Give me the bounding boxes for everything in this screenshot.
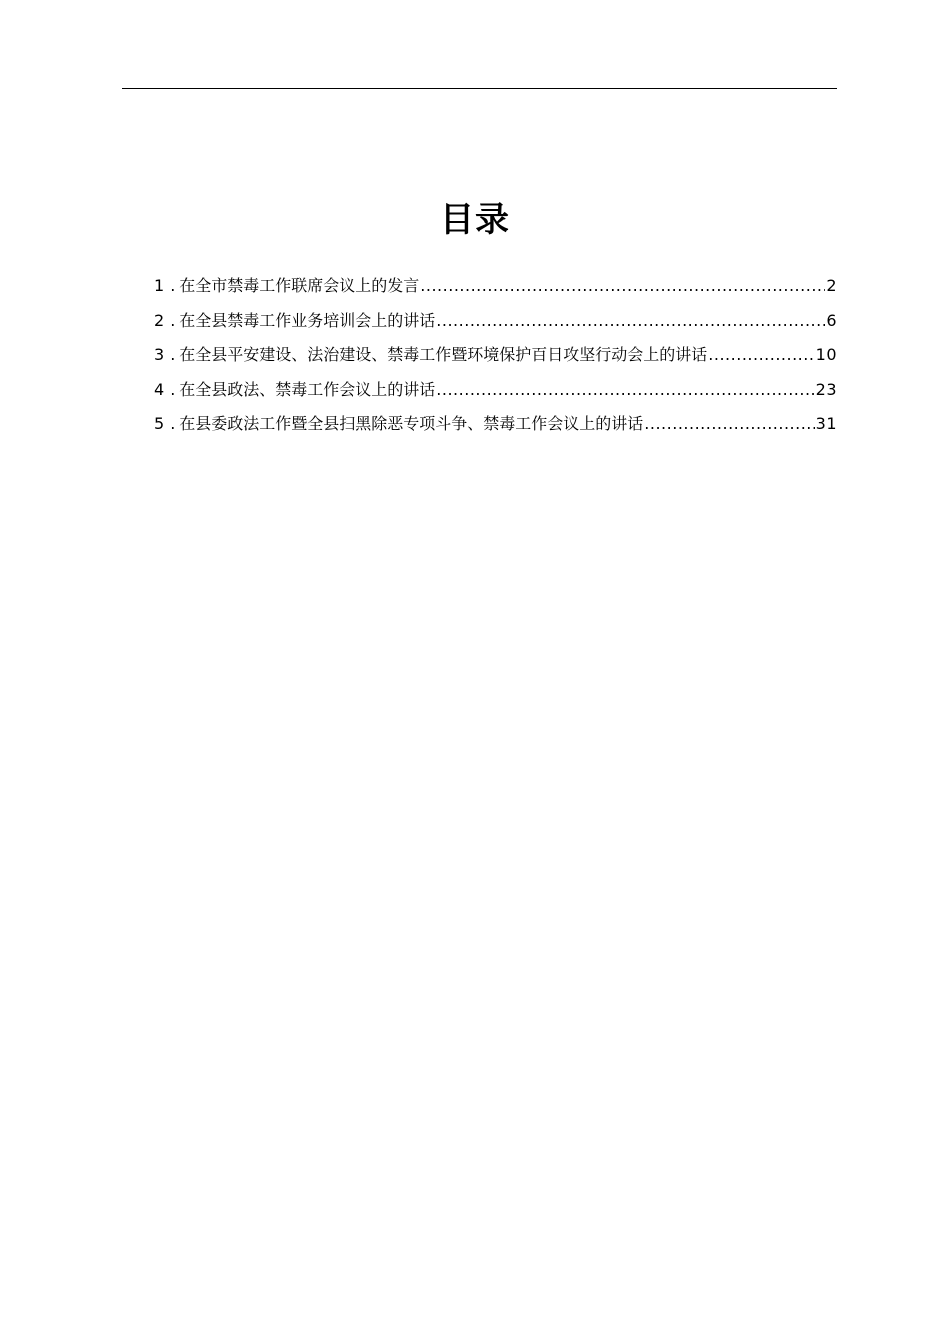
toc-entry[interactable] bbox=[154, 376, 837, 411]
toc-entry-page-number[interactable]: 2 bbox=[826, 276, 837, 295]
toc-entry-separator: . bbox=[170, 276, 176, 295]
toc-entry-number: 3 bbox=[154, 345, 165, 364]
toc-entry-number: 1 bbox=[154, 276, 165, 295]
toc-entry-title[interactable]: 在全市禁毒工作联席会议上的发言 bbox=[179, 276, 420, 295]
toc-entry[interactable] bbox=[154, 410, 837, 445]
toc-entry[interactable] bbox=[154, 307, 837, 342]
header-rule bbox=[122, 88, 837, 89]
toc-entry-number: 4 bbox=[154, 379, 165, 399]
toc-entry-page-number[interactable]: 10 bbox=[815, 345, 837, 364]
toc-dot-leader bbox=[420, 272, 825, 300]
toc-dot-leader bbox=[436, 307, 825, 335]
toc-entry[interactable] bbox=[154, 272, 837, 307]
toc-entry[interactable] bbox=[154, 341, 837, 376]
toc-dot-leader bbox=[436, 376, 814, 404]
toc-entry-separator: . bbox=[170, 310, 176, 330]
toc-entry-separator: . bbox=[170, 414, 176, 433]
toc-entry-page-number[interactable]: 6 bbox=[826, 310, 837, 330]
toc-dot-leader bbox=[708, 341, 814, 369]
toc-entry-title[interactable]: 在全县平安建设、法治建设、禁毒工作暨环境保护百日攻坚行动会上的讲话 bbox=[179, 345, 708, 364]
toc-entry-separator: . bbox=[170, 345, 176, 364]
toc-entry-title[interactable]: 在县委政法工作暨全县扫黑除恶专项斗争、禁毒工作会议上的讲话 bbox=[179, 414, 644, 433]
table-of-contents bbox=[154, 272, 837, 445]
toc-entry-number: 5 bbox=[154, 414, 165, 433]
toc-entry-number: 2 bbox=[154, 310, 165, 330]
toc-entry-title[interactable]: 在全县政法、禁毒工作会议上的讲话 bbox=[179, 379, 436, 399]
toc-entry-page-number[interactable]: 23 bbox=[815, 379, 837, 399]
toc-entry-separator: . bbox=[170, 379, 176, 399]
page-title: 目录 bbox=[440, 199, 510, 240]
toc-dot-leader bbox=[644, 410, 814, 438]
toc-entry-title[interactable]: 在全县禁毒工作业务培训会上的讲话 bbox=[179, 310, 436, 330]
toc-entry-page-number[interactable]: 31 bbox=[815, 414, 837, 433]
